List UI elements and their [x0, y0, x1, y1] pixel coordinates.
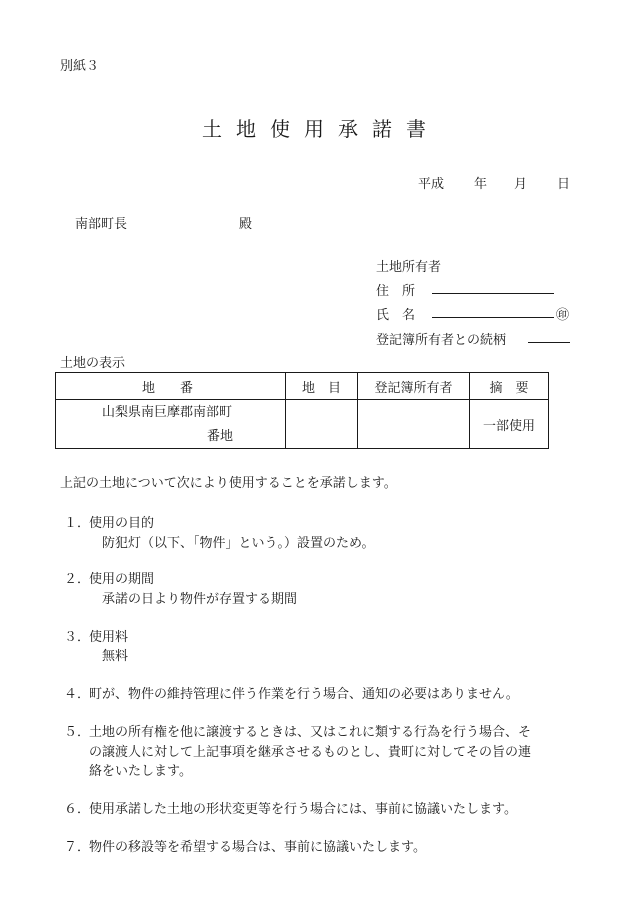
- item-title: 使用料: [89, 630, 129, 645]
- attachment-label: 別紙３: [60, 59, 100, 74]
- cell-registered-owner[interactable]: [358, 400, 470, 449]
- date-day: 日: [557, 177, 571, 192]
- item-text-line: 土地の所有権を他に譲渡するときは、又はこれに類する行為を行う場合、そ: [89, 725, 532, 740]
- item-number: １．: [64, 516, 91, 531]
- document-title: 土地使用承諾書: [202, 117, 440, 141]
- land-table: [55, 372, 549, 449]
- cell-category[interactable]: [286, 400, 358, 449]
- item-text: 物件の移設等を希望する場合は、事前に協議いたします。: [89, 840, 426, 855]
- intro-text: 上記の土地について次により使用することを承諾します。: [60, 476, 397, 491]
- addressee-honorific: 殿: [239, 217, 253, 232]
- owner-relation-field[interactable]: [528, 342, 570, 343]
- owner-heading: 土地所有者: [376, 260, 442, 275]
- item-text: 町が、物件の維持管理に伴う作業を行う場合、通知の必要はありません。: [89, 687, 519, 702]
- col-remarks: 摘 要: [470, 373, 549, 400]
- land-table-header: [56, 373, 549, 400]
- seal-icon: ㊞: [556, 308, 570, 323]
- owner-name-field[interactable]: [432, 317, 554, 318]
- col-land-category: 地 目: [286, 373, 358, 400]
- item-title: 使用の期間: [89, 572, 155, 587]
- cell-location[interactable]: [56, 400, 286, 449]
- col-parcel-number: 地 番: [56, 373, 286, 400]
- location-line2: 番地: [206, 429, 233, 444]
- owner-address-label: 住 所: [376, 284, 416, 299]
- item-detail: 承諾の日より物件が存置する期間: [102, 592, 298, 607]
- owner-address-field[interactable]: [432, 293, 554, 294]
- owner-relation-label: 登記簿所有者との続柄: [376, 333, 507, 348]
- land-table-row: [56, 400, 549, 449]
- addressee-name: 南部町長: [75, 217, 128, 232]
- item-text-line: の譲渡人に対して上記事項を継承させるものとし、貴町に対してその旨の連: [89, 745, 532, 760]
- item-number: ４．: [64, 687, 91, 702]
- date-era: 平成: [418, 177, 445, 192]
- item-text: 使用承諾した土地の形状変更等を行う場合には、事前に協議いたします。: [89, 802, 517, 817]
- col-registered-owner: 登記簿所有者: [358, 373, 470, 400]
- item-number: ７．: [64, 840, 91, 855]
- item-text-line: 絡をいたします。: [89, 764, 192, 779]
- item-number: ２．: [64, 572, 91, 587]
- item-detail: 防犯灯（以下、「物件」という。）設置のため。: [102, 536, 375, 551]
- cell-remarks: 一部使用: [470, 400, 549, 449]
- land-heading: 土地の表示: [60, 356, 126, 371]
- item-number: ３．: [64, 630, 91, 645]
- date-month: 月: [514, 177, 528, 192]
- date-year: 年: [474, 177, 488, 192]
- owner-name-label: 氏 名: [376, 308, 416, 323]
- item-number: ５．: [64, 725, 91, 740]
- item-detail: 無料: [102, 649, 129, 664]
- location-line1: 山梨県南巨摩郡南部町: [102, 405, 233, 420]
- item-number: ６．: [64, 802, 91, 817]
- item-title: 使用の目的: [89, 516, 155, 531]
